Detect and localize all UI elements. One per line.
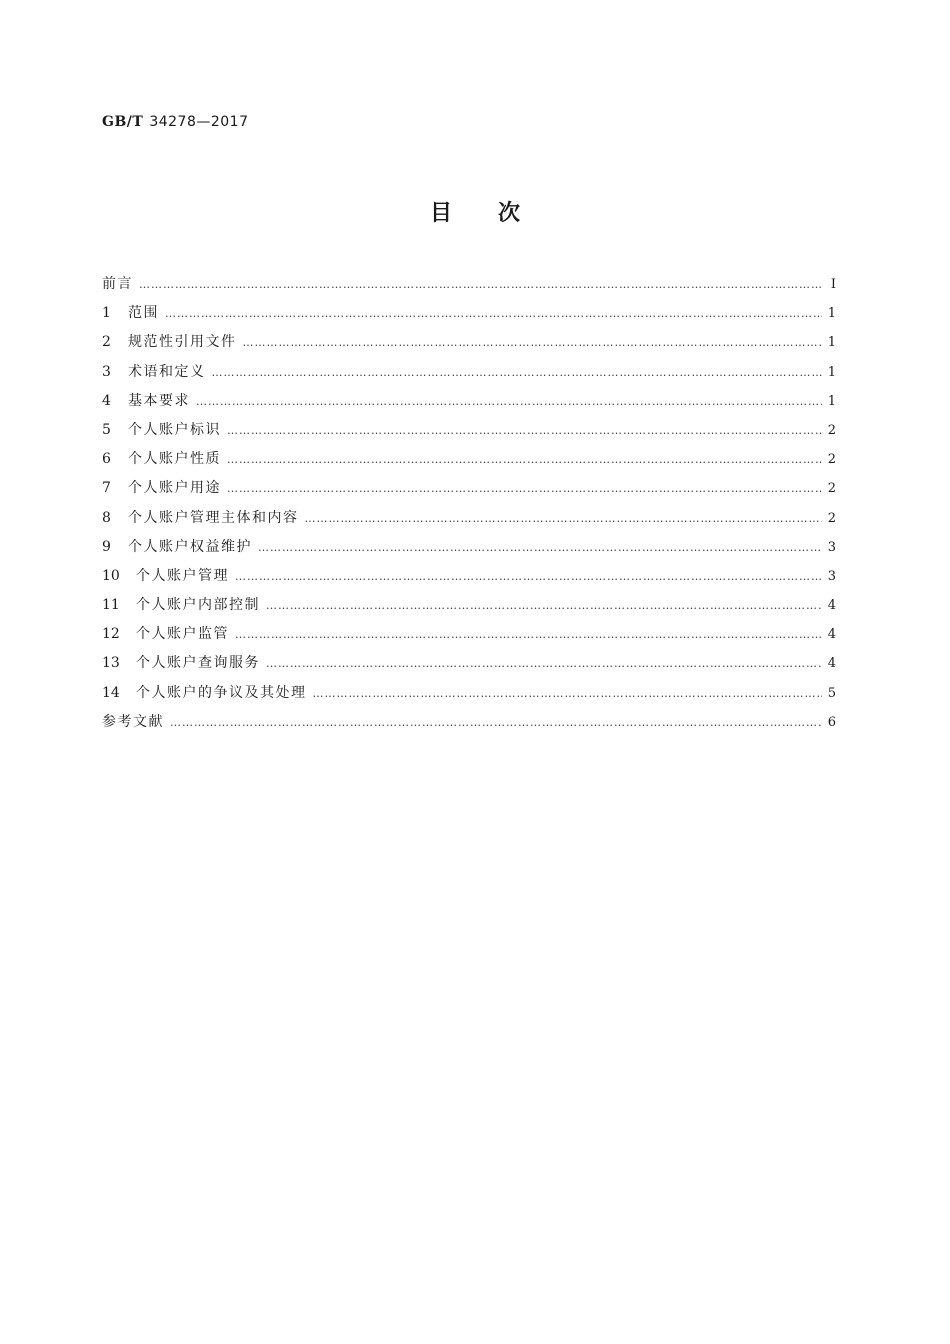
toc-entry-page: 1 xyxy=(827,364,836,380)
toc-leader-dots xyxy=(196,387,822,416)
toc-entry-number: 4 xyxy=(102,392,111,409)
toc-leader-dots xyxy=(266,649,822,678)
toc-entry-title: 个人账户的争议及其处理 xyxy=(136,684,307,701)
toc-entry-page: 3 xyxy=(827,539,836,555)
table-of-contents xyxy=(102,270,836,737)
toc-entry-title: 个人账户监管 xyxy=(136,626,229,643)
toc-leader-dots xyxy=(305,504,823,533)
toc-entry-title: 个人账户查询服务 xyxy=(136,655,260,672)
toc-leader-dots xyxy=(227,445,822,474)
toc-leader-dots xyxy=(165,299,822,328)
toc-leader-dots xyxy=(266,591,822,620)
toc-entry-title: 个人账户标识 xyxy=(128,421,221,438)
toc-entry-9[interactable] xyxy=(102,533,836,562)
toc-entry-page: 1 xyxy=(827,306,836,322)
toc-entry-11[interactable] xyxy=(102,591,836,620)
toc-leader-dots xyxy=(235,562,822,591)
toc-entry-title: 规范性引用文件 xyxy=(128,334,237,351)
toc-entry-2[interactable] xyxy=(102,328,836,357)
toc-entry-4[interactable] xyxy=(102,387,836,416)
toc-entry-1[interactable] xyxy=(102,299,836,328)
standard-number: 34278—2017 xyxy=(149,114,249,130)
toc-entry-references[interactable] xyxy=(102,708,836,737)
toc-entry-title: 前言 xyxy=(102,276,133,292)
document-code xyxy=(102,114,249,130)
toc-entry-number: 11 xyxy=(102,597,120,614)
standard-prefix: GB/T xyxy=(102,114,144,130)
toc-entry-title: 个人账户管理主体和内容 xyxy=(128,509,299,526)
toc-entry-page: 2 xyxy=(827,422,836,438)
toc-entry-3[interactable] xyxy=(102,358,836,387)
toc-entry-number: 12 xyxy=(102,626,120,643)
toc-entry-page: 2 xyxy=(827,510,836,526)
toc-entry-page: 5 xyxy=(827,685,836,701)
toc-entry-10[interactable] xyxy=(102,562,836,591)
toc-entry-title: 参考文献 xyxy=(102,713,164,730)
toc-entry-title: 个人账户权益维护 xyxy=(128,538,252,555)
toc-leader-dots xyxy=(313,679,823,708)
toc-entry-page: 1 xyxy=(827,393,836,409)
toc-entry-5[interactable] xyxy=(102,416,836,445)
toc-entry-number: 6 xyxy=(102,451,111,468)
toc-entry-8[interactable] xyxy=(102,504,836,533)
toc-entry-title: 个人账户管理 xyxy=(136,567,229,584)
toc-entry-page: 2 xyxy=(827,481,836,497)
toc-entry-page: Ⅰ xyxy=(830,277,836,292)
toc-entry-7[interactable] xyxy=(102,474,836,503)
toc-entry-number: 9 xyxy=(102,538,111,555)
toc-entry-title: 范围 xyxy=(128,305,159,322)
toc-entry-title: 基本要求 xyxy=(128,392,190,409)
toc-entry-title: 个人账户性质 xyxy=(128,451,221,468)
toc-leader-dots xyxy=(235,620,822,649)
toc-entry-14[interactable] xyxy=(102,679,836,708)
toc-entry-6[interactable] xyxy=(102,445,836,474)
toc-entry-number: 2 xyxy=(102,334,111,351)
toc-leader-dots xyxy=(243,328,823,357)
toc-entry-title: 个人账户内部控制 xyxy=(136,597,260,614)
toc-entry-number: 7 xyxy=(102,480,111,497)
toc-entry-page: 4 xyxy=(827,656,836,672)
toc-entry-preface[interactable] xyxy=(102,270,836,299)
toc-leader-dots xyxy=(227,474,822,503)
toc-entry-number: 13 xyxy=(102,655,120,672)
toc-entry-page: 3 xyxy=(827,568,836,584)
toc-entry-12[interactable] xyxy=(102,620,836,649)
toc-entry-number: 8 xyxy=(102,509,111,526)
toc-entry-number: 3 xyxy=(102,363,111,380)
toc-leader-dots xyxy=(212,358,823,387)
toc-leader-dots xyxy=(139,270,822,299)
toc-entry-number: 14 xyxy=(102,684,120,701)
toc-leader-dots xyxy=(227,416,822,445)
toc-entry-13[interactable] xyxy=(102,649,836,678)
toc-entry-page: 4 xyxy=(827,627,836,643)
toc-entry-page: 6 xyxy=(827,714,836,730)
toc-entry-number: 1 xyxy=(102,305,111,322)
toc-entry-page: 4 xyxy=(827,598,836,614)
toc-entry-page: 2 xyxy=(827,452,836,468)
toc-leader-dots xyxy=(170,708,822,737)
toc-entry-number: 10 xyxy=(102,567,120,584)
toc-entry-title: 个人账户用途 xyxy=(128,480,221,497)
toc-entry-number: 5 xyxy=(102,421,111,438)
toc-entry-page: 1 xyxy=(827,335,836,351)
toc-entry-title: 术语和定义 xyxy=(128,363,206,380)
toc-leader-dots xyxy=(258,533,822,562)
page-title: 目次 xyxy=(429,201,566,226)
